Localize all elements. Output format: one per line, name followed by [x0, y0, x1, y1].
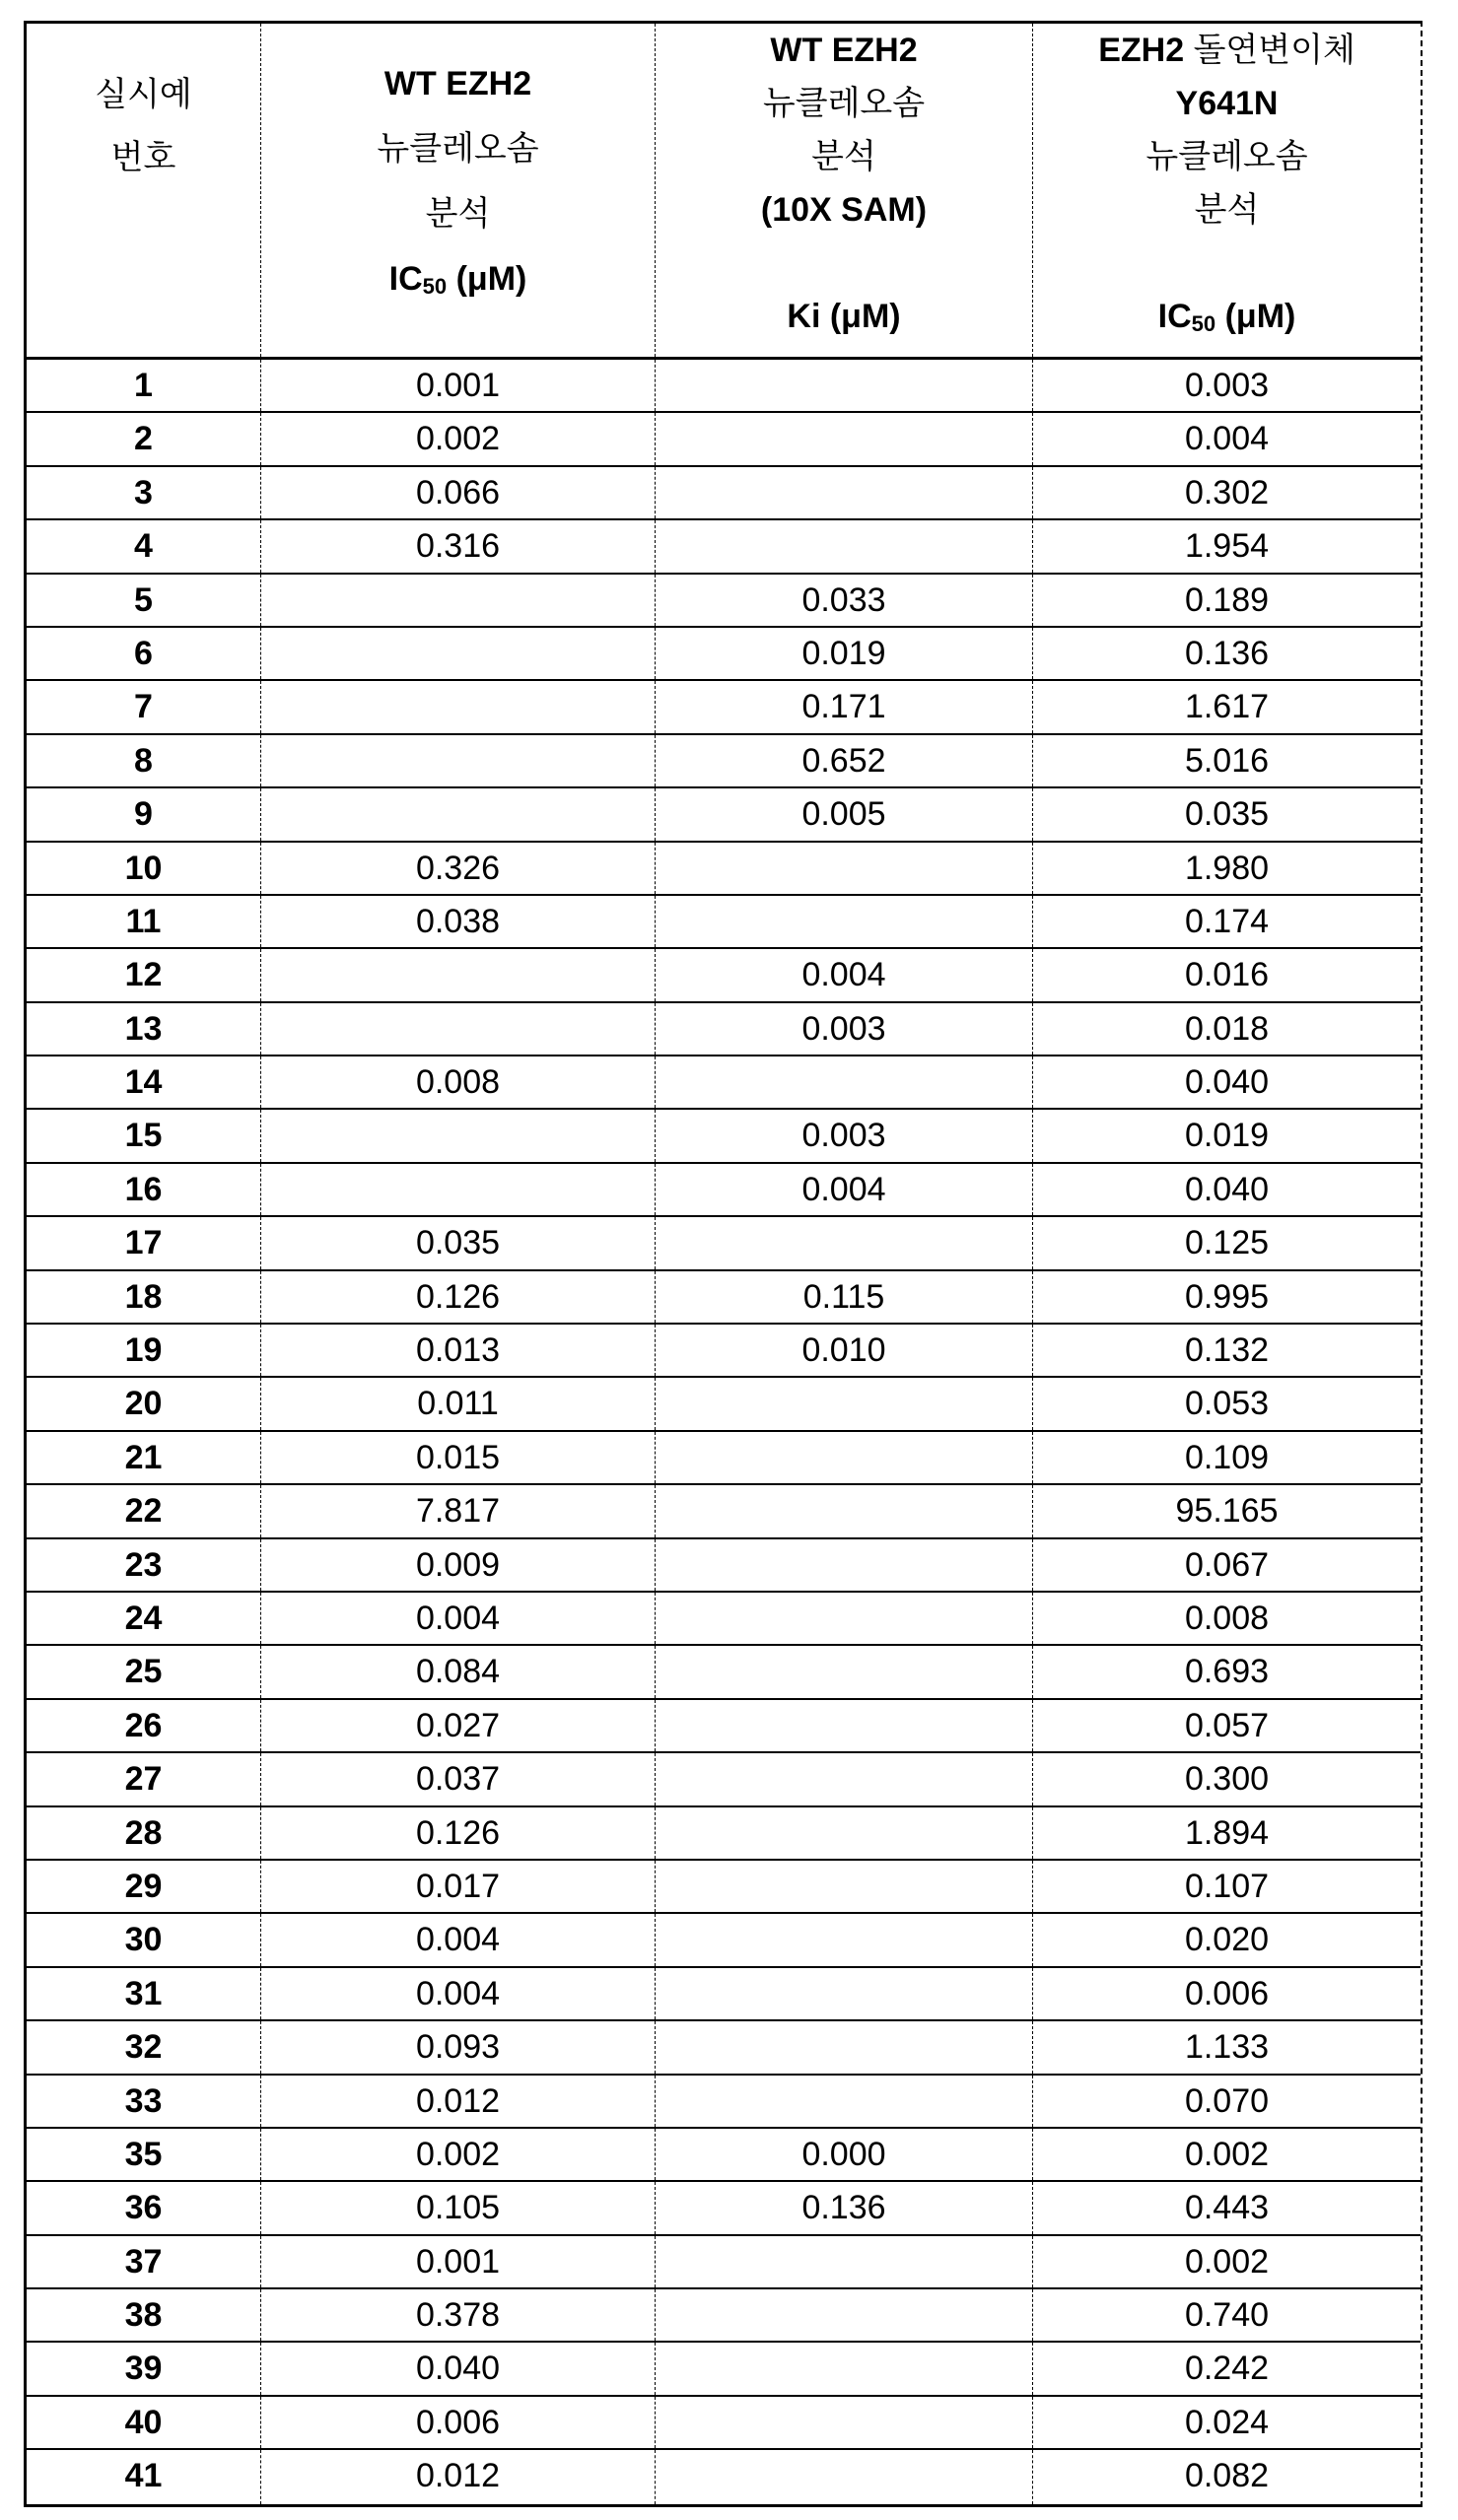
cell-wt-ki [656, 1217, 1033, 1268]
header-text-rest: 돌연변이체 [1184, 32, 1355, 69]
cell-wt-ic50: 0.004 [261, 1914, 656, 1965]
cell-mutant-ic50: 0.136 [1033, 628, 1421, 679]
cell-example-number: 7 [27, 681, 261, 732]
cell-example-number: 30 [27, 1914, 261, 1965]
table-row [27, 2076, 1421, 2129]
cell-wt-ki: 0.000 [656, 2129, 1033, 2180]
cell-wt-ic50: 0.001 [261, 360, 656, 411]
table-row [27, 735, 1421, 788]
cell-mutant-ic50: 95.165 [1033, 1485, 1421, 1536]
cell-wt-ic50: 0.316 [261, 520, 656, 572]
cell-example-number: 14 [27, 1056, 261, 1108]
cell-wt-ic50 [261, 628, 656, 679]
cell-mutant-ic50: 0.302 [1033, 467, 1421, 518]
header-text: 분석 [656, 130, 1032, 183]
cell-wt-ic50: 0.326 [261, 843, 656, 894]
cell-mutant-ic50: 0.082 [1033, 2450, 1421, 2503]
table-row [27, 1807, 1421, 1861]
cell-wt-ki [656, 1861, 1033, 1912]
cell-wt-ki [656, 467, 1033, 518]
cell-example-number: 16 [27, 1164, 261, 1215]
cell-wt-ic50: 0.015 [261, 1432, 656, 1483]
header-text: 뉴클레오솜 [1033, 130, 1421, 183]
cell-mutant-ic50: 0.008 [1033, 1593, 1421, 1644]
header-unit [1033, 290, 1421, 351]
table-row [27, 413, 1421, 466]
cell-wt-ic50 [261, 1003, 656, 1055]
cell-mutant-ic50: 0.067 [1033, 1539, 1421, 1591]
table-row [27, 1003, 1421, 1056]
cell-example-number: 27 [27, 1753, 261, 1805]
cell-wt-ki [656, 2397, 1033, 2448]
cell-wt-ic50: 0.084 [261, 1646, 656, 1697]
cell-example-number: 15 [27, 1110, 261, 1161]
cell-example-number: 1 [27, 360, 261, 411]
cell-wt-ic50: 0.035 [261, 1217, 656, 1268]
cell-example-number: 33 [27, 2076, 261, 2127]
cell-wt-ki [656, 2076, 1033, 2127]
cell-wt-ic50: 7.817 [261, 1485, 656, 1536]
cell-wt-ki [656, 2343, 1033, 2394]
cell-wt-ic50: 0.008 [261, 1056, 656, 1108]
cell-wt-ic50: 0.066 [261, 467, 656, 518]
cell-wt-ki [656, 896, 1033, 947]
cell-wt-ki [656, 1056, 1033, 1108]
cell-example-number: 28 [27, 1807, 261, 1859]
table-row [27, 1593, 1421, 1646]
cell-wt-ki [656, 1432, 1033, 1483]
table-row [27, 1861, 1421, 1914]
cell-wt-ki [656, 2450, 1033, 2503]
cell-mutant-ic50: 0.443 [1033, 2182, 1421, 2233]
cell-wt-ic50: 0.105 [261, 2182, 656, 2233]
cell-example-number: 23 [27, 1539, 261, 1591]
cell-example-number: 25 [27, 1646, 261, 1697]
cell-wt-ic50 [261, 575, 656, 626]
cell-example-number: 5 [27, 575, 261, 626]
table-row [27, 1700, 1421, 1753]
cell-wt-ic50: 0.017 [261, 1861, 656, 1912]
cell-example-number: 8 [27, 735, 261, 786]
table-row [27, 681, 1421, 734]
table-row [27, 2236, 1421, 2289]
cell-wt-ic50: 0.126 [261, 1271, 656, 1323]
table-row [27, 843, 1421, 896]
cell-mutant-ic50: 0.018 [1033, 1003, 1421, 1055]
cell-wt-ki: 0.003 [656, 1003, 1033, 1055]
header-mutant-ic50 [1033, 24, 1421, 357]
cell-wt-ki: 0.652 [656, 735, 1033, 786]
cell-mutant-ic50: 1.617 [1033, 681, 1421, 732]
header-unit [261, 246, 655, 319]
cell-example-number: 6 [27, 628, 261, 679]
cell-wt-ic50: 0.040 [261, 2343, 656, 2394]
cell-wt-ic50: 0.038 [261, 896, 656, 947]
cell-mutant-ic50: 1.980 [1033, 843, 1421, 894]
cell-mutant-ic50: 0.020 [1033, 1914, 1421, 1965]
cell-example-number: 32 [27, 2021, 261, 2073]
header-unit: Ki (μM) [656, 290, 1032, 343]
cell-example-number: 35 [27, 2129, 261, 2180]
cell-mutant-ic50: 0.125 [1033, 1217, 1421, 1268]
table-row [27, 1485, 1421, 1538]
cell-wt-ki: 0.005 [656, 788, 1033, 840]
cell-mutant-ic50: 1.133 [1033, 2021, 1421, 2073]
table-row [27, 2450, 1421, 2503]
unit-sub: 50 [1192, 311, 1215, 336]
cell-wt-ki [656, 1968, 1033, 2019]
cell-wt-ki [656, 1593, 1033, 1644]
cell-mutant-ic50: 0.995 [1033, 1271, 1421, 1323]
cell-mutant-ic50: 0.109 [1033, 1432, 1421, 1483]
cell-mutant-ic50: 0.070 [1033, 2076, 1421, 2127]
cell-wt-ic50: 0.012 [261, 2450, 656, 2503]
header-text: WT EZH2 [656, 24, 1032, 77]
cell-wt-ki [656, 413, 1033, 464]
cell-wt-ic50: 0.126 [261, 1807, 656, 1859]
table-row [27, 1164, 1421, 1217]
cell-wt-ki [656, 1807, 1033, 1859]
cell-mutant-ic50: 0.006 [1033, 1968, 1421, 2019]
cell-wt-ic50: 0.009 [261, 1539, 656, 1591]
spacer [1033, 237, 1421, 290]
table-row [27, 467, 1421, 520]
cell-mutant-ic50: 0.002 [1033, 2236, 1421, 2287]
cell-mutant-ic50: 0.107 [1033, 1861, 1421, 1912]
cell-wt-ki: 0.115 [656, 1271, 1033, 1323]
ic50-table [24, 21, 1423, 2507]
cell-wt-ic50: 0.093 [261, 2021, 656, 2073]
cell-example-number: 17 [27, 1217, 261, 1268]
header-text: WT EZH2 [261, 51, 655, 116]
cell-wt-ic50 [261, 788, 656, 840]
cell-mutant-ic50: 0.040 [1033, 1056, 1421, 1108]
table-row [27, 520, 1421, 574]
table-row [27, 2343, 1421, 2396]
cell-mutant-ic50: 0.016 [1033, 949, 1421, 1000]
unit-prefix: IC [1158, 298, 1192, 335]
cell-mutant-ic50: 0.174 [1033, 896, 1421, 947]
table-row [27, 1968, 1421, 2021]
cell-wt-ic50: 0.002 [261, 2129, 656, 2180]
cell-wt-ic50: 0.006 [261, 2397, 656, 2448]
cell-mutant-ic50: 0.004 [1033, 413, 1421, 464]
header-text-bold: EZH2 [1098, 32, 1184, 69]
table-row [27, 788, 1421, 842]
table-row [27, 896, 1421, 949]
table-row [27, 2289, 1421, 2343]
header-text: 뉴클레오솜 [261, 116, 655, 181]
cell-mutant-ic50: 0.040 [1033, 1164, 1421, 1215]
header-text: Y641N [1033, 77, 1421, 130]
cell-example-number: 11 [27, 896, 261, 947]
cell-wt-ki [656, 360, 1033, 411]
table-row [27, 2397, 1421, 2450]
header-text: (10X SAM) [656, 183, 1032, 237]
cell-wt-ki [656, 1914, 1033, 1965]
header-text: 실시예 [27, 63, 260, 126]
table-row [27, 1378, 1421, 1431]
cell-wt-ic50 [261, 1164, 656, 1215]
cell-example-number: 22 [27, 1485, 261, 1536]
cell-example-number: 36 [27, 2182, 261, 2233]
cell-mutant-ic50: 0.002 [1033, 2129, 1421, 2180]
cell-example-number: 4 [27, 520, 261, 572]
cell-example-number: 26 [27, 1700, 261, 1751]
cell-example-number: 10 [27, 843, 261, 894]
cell-wt-ki [656, 2021, 1033, 2073]
spacer [656, 237, 1032, 290]
cell-wt-ic50: 0.011 [261, 1378, 656, 1429]
cell-mutant-ic50: 0.242 [1033, 2343, 1421, 2394]
table-row [27, 1056, 1421, 1110]
cell-wt-ki [656, 1378, 1033, 1429]
cell-wt-ic50: 0.012 [261, 2076, 656, 2127]
table-body [27, 360, 1421, 2504]
cell-wt-ki: 0.004 [656, 949, 1033, 1000]
header-text: 분석 [1033, 183, 1421, 237]
cell-wt-ic50: 0.004 [261, 1593, 656, 1644]
table-row [27, 1217, 1421, 1270]
table-row [27, 1271, 1421, 1325]
cell-wt-ki [656, 1700, 1033, 1751]
cell-mutant-ic50: 0.693 [1033, 1646, 1421, 1697]
cell-mutant-ic50: 0.019 [1033, 1110, 1421, 1161]
cell-wt-ic50 [261, 681, 656, 732]
cell-example-number: 13 [27, 1003, 261, 1055]
table-row [27, 360, 1421, 413]
cell-mutant-ic50: 1.894 [1033, 1807, 1421, 1859]
cell-wt-ki: 0.004 [656, 1164, 1033, 1215]
table-row [27, 1432, 1421, 1485]
cell-example-number: 38 [27, 2289, 261, 2341]
table-row [27, 2129, 1421, 2182]
header-text: 뉴클레오솜 [656, 77, 1032, 130]
cell-example-number: 29 [27, 1861, 261, 1912]
unit-prefix: IC [389, 260, 423, 298]
cell-mutant-ic50: 0.024 [1033, 2397, 1421, 2448]
cell-mutant-ic50: 0.035 [1033, 788, 1421, 840]
cell-wt-ki: 0.019 [656, 628, 1033, 679]
cell-example-number: 2 [27, 413, 261, 464]
cell-wt-ki [656, 1753, 1033, 1805]
cell-wt-ki [656, 2289, 1033, 2341]
cell-example-number: 12 [27, 949, 261, 1000]
cell-wt-ki: 0.010 [656, 1325, 1033, 1376]
cell-mutant-ic50: 0.189 [1033, 575, 1421, 626]
cell-wt-ic50: 0.013 [261, 1325, 656, 1376]
table-row [27, 628, 1421, 681]
header-wt-ki [656, 24, 1033, 357]
cell-example-number: 3 [27, 467, 261, 518]
cell-wt-ic50: 0.378 [261, 2289, 656, 2341]
unit-suffix: (μM) [447, 260, 526, 298]
unit-sub: 50 [423, 274, 447, 299]
table-row [27, 2182, 1421, 2235]
table-row [27, 1539, 1421, 1593]
table-header [27, 24, 1421, 360]
table-row [27, 1325, 1421, 1378]
cell-wt-ki: 0.171 [656, 681, 1033, 732]
cell-mutant-ic50: 0.003 [1033, 360, 1421, 411]
cell-mutant-ic50: 0.740 [1033, 2289, 1421, 2341]
cell-example-number: 24 [27, 1593, 261, 1644]
cell-mutant-ic50: 0.057 [1033, 1700, 1421, 1751]
table-row [27, 949, 1421, 1002]
cell-wt-ki [656, 520, 1033, 572]
unit-suffix: (μM) [1215, 298, 1295, 335]
cell-example-number: 31 [27, 1968, 261, 2019]
cell-wt-ic50: 0.001 [261, 2236, 656, 2287]
cell-mutant-ic50: 1.954 [1033, 520, 1421, 572]
cell-mutant-ic50: 0.132 [1033, 1325, 1421, 1376]
header-example-number [27, 24, 261, 357]
cell-example-number: 37 [27, 2236, 261, 2287]
header-text [1033, 24, 1421, 77]
cell-wt-ki: 0.033 [656, 575, 1033, 626]
cell-wt-ic50 [261, 1110, 656, 1161]
cell-mutant-ic50: 0.300 [1033, 1753, 1421, 1805]
cell-wt-ki: 0.003 [656, 1110, 1033, 1161]
cell-wt-ic50: 0.037 [261, 1753, 656, 1805]
cell-example-number: 19 [27, 1325, 261, 1376]
cell-wt-ic50: 0.002 [261, 413, 656, 464]
cell-example-number: 41 [27, 2450, 261, 2503]
table-row [27, 1914, 1421, 1967]
table-row [27, 2021, 1421, 2075]
cell-example-number: 40 [27, 2397, 261, 2448]
cell-wt-ic50 [261, 735, 656, 786]
table-row [27, 1110, 1421, 1163]
cell-example-number: 39 [27, 2343, 261, 2394]
cell-wt-ic50 [261, 949, 656, 1000]
cell-mutant-ic50: 5.016 [1033, 735, 1421, 786]
header-wt-ic50 [261, 24, 656, 357]
cell-wt-ki [656, 2236, 1033, 2287]
cell-wt-ki [656, 1646, 1033, 1697]
table-row [27, 1646, 1421, 1699]
cell-wt-ki: 0.136 [656, 2182, 1033, 2233]
table-row [27, 575, 1421, 628]
table-row [27, 1753, 1421, 1806]
cell-wt-ki [656, 1539, 1033, 1591]
cell-mutant-ic50: 0.053 [1033, 1378, 1421, 1429]
cell-wt-ic50: 0.004 [261, 1968, 656, 2019]
cell-wt-ic50: 0.027 [261, 1700, 656, 1751]
cell-wt-ki [656, 1485, 1033, 1536]
cell-example-number: 18 [27, 1271, 261, 1323]
cell-example-number: 20 [27, 1378, 261, 1429]
header-text: 분석 [261, 181, 655, 246]
cell-example-number: 21 [27, 1432, 261, 1483]
cell-wt-ki [656, 843, 1033, 894]
cell-example-number: 9 [27, 788, 261, 840]
header-text: 번호 [27, 126, 260, 189]
